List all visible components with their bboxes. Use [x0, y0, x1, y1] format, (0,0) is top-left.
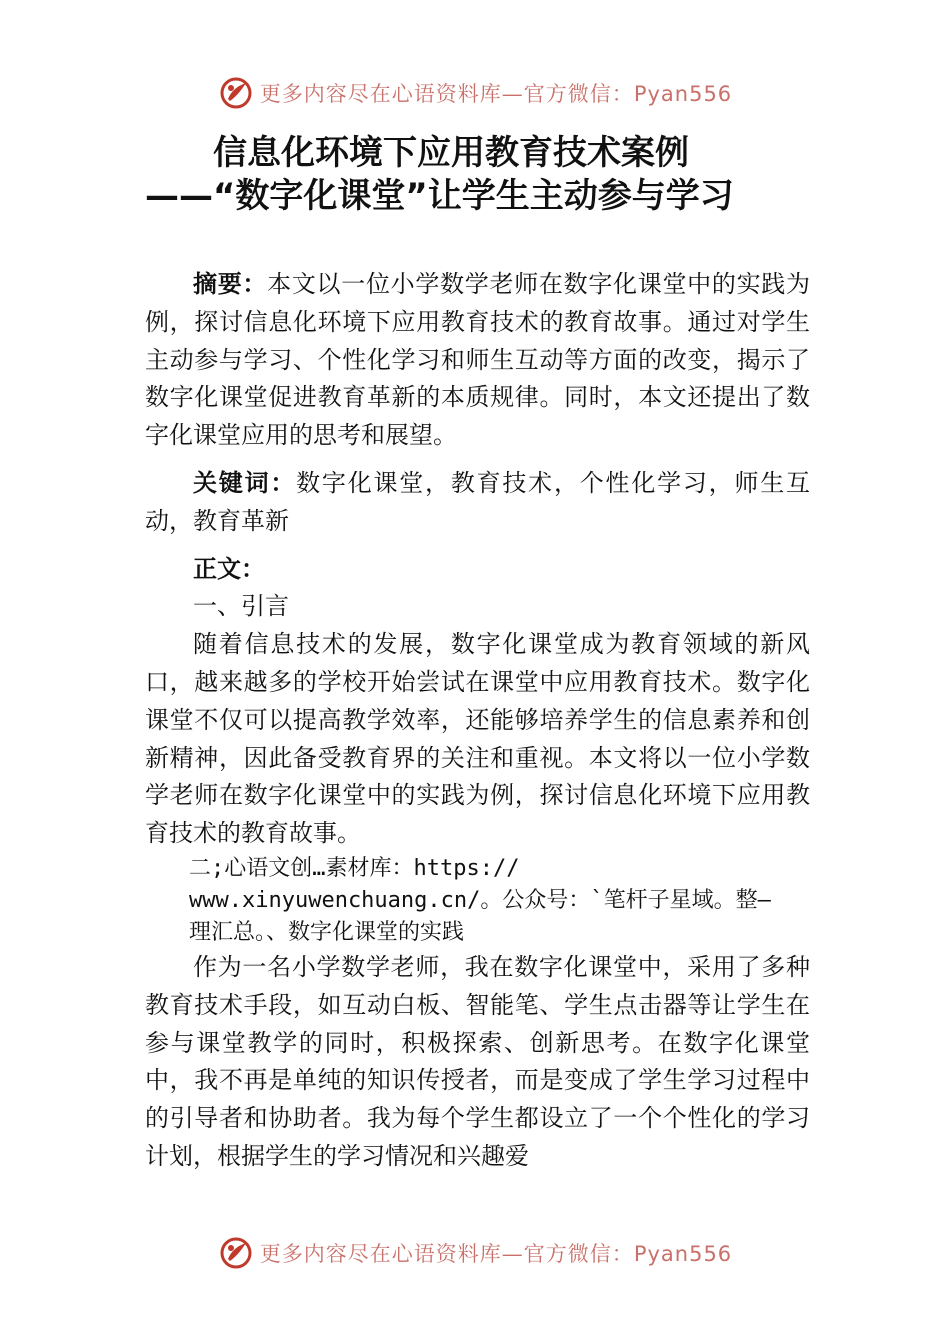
banner-text: 更多内容尽在心语资料库—官方微信：Pyan556 — [259, 1242, 733, 1266]
document-title-line2: ——“数字化课堂”让学生主动参与学习 — [145, 176, 734, 216]
section2-paragraph: 作为一名小学数学老师，我在数字化课堂中，采用了多种教育技术手段，如互动白板、智能笔、学生点击器等让学生在参与课堂教学的同时，积极探索、创新思考。在数字化课堂中，我不再是单纯的知识传授者，而是变成了学生学习过程中的引导者和协助者。我为每个学生都设立了一个个性化的学习计划，根据学生的学习情况和兴趣爱 — [145, 952, 810, 1170]
watermark-line: 二;心语文创…素材库：https:// — [189, 855, 520, 881]
embedded-watermark-text — [145, 853, 810, 949]
keywords-label: 关键词： — [193, 468, 297, 497]
brand-logo-icon — [218, 1235, 254, 1271]
body-label: 正文： — [193, 554, 265, 583]
body-label-line — [145, 551, 810, 589]
footer-watermark-banner — [0, 1233, 950, 1273]
wechat-id: Pyan556 — [633, 1242, 733, 1266]
document-body — [145, 266, 810, 1176]
wechat-id: Pyan556 — [633, 82, 733, 106]
header-watermark-banner — [0, 73, 950, 113]
keywords-text: 数字化课堂，教育技术，个性化学习，师生互动，教育革新 — [145, 468, 811, 535]
document-title-line1: 信息化环境下应用教育技术案例 — [213, 133, 689, 173]
section2-heading: 理汇总。、数字化课堂的实践 — [189, 919, 465, 945]
banner-text: 更多内容尽在心语资料库—官方微信：Pyan556 — [259, 82, 733, 106]
abstract-paragraph — [145, 266, 810, 455]
section1-heading: 一、引言 — [193, 592, 289, 621]
abstract-label: 摘要： — [193, 270, 268, 298]
abstract-text: 本文以一位小学数学老师在数字化课堂中的实践为例，探讨信息化环境下应用教育技术的教育故事。通过对学生主动参与学习、个性化学习和师生互动等方面的改变，揭示了数字化课堂促进教育革新的本质规律。同时，本文还提出了数字化课堂应用的思考和展望。 — [145, 270, 810, 450]
watermark-line: www.xinyuwenchuang.cn/。公众号：`笔杆子星域。整— — [189, 887, 771, 913]
keywords-paragraph — [145, 465, 810, 541]
section1-paragraph: 随着信息技术的发展，数字化课堂成为教育领域的新风口，越来越多的学校开始尝试在课堂中应用教育技术。数字化课堂不仅可以提高教学效率，还能够培养学生的信息素养和创新精神，因此备受教育界的关注和重视。本文将以一位小学数学老师在数字化课堂中的实践为例，探讨信息化环境下应用教育技术的教育故事。 — [145, 630, 810, 848]
brand-logo-icon — [218, 75, 254, 111]
